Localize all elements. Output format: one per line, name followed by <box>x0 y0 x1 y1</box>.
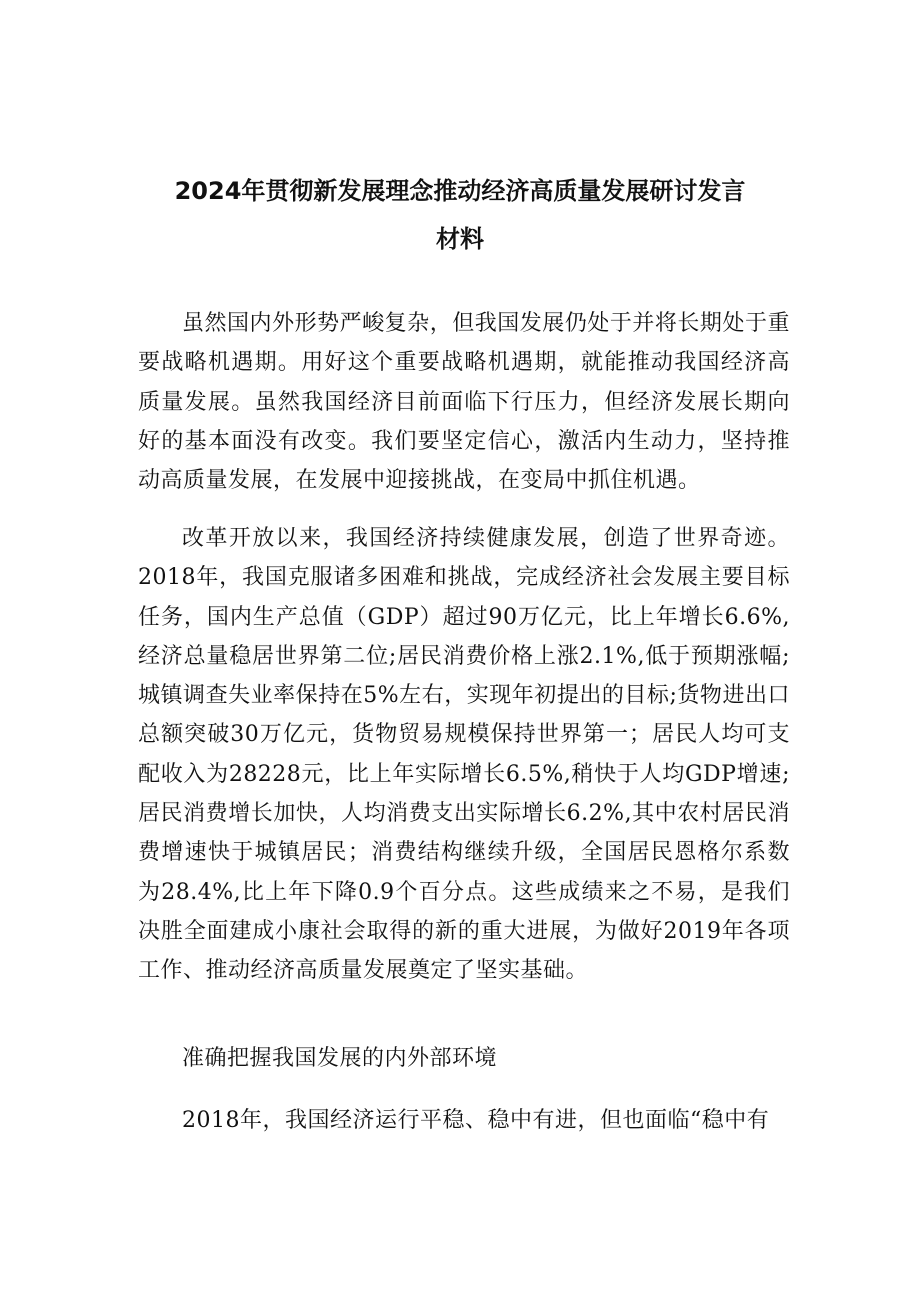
paragraph-2-block <box>138 519 790 991</box>
paragraph-1-block <box>138 304 790 500</box>
document-title-line2: 材料 <box>436 225 484 253</box>
paragraph-4: 2018年，我国经济运行平稳、稳中有进，但也面临“稳中有 <box>182 1108 770 1133</box>
paragraph-2: 改革开放以来，我国经济持续健康发展，创造了世界奇迹。2018年，我国克服诸多困难和挑战，完成经济社会发展主要目标任务，国内生产总值（GDP）超过90万亿元，比上年增长6.6%,经济总量稳居世界第二位;居民消费价格上涨2.1%,低于预期涨幅;城镇调查失业率保持在5%左右，实现年初提出的目标;货物进出口总额突破30万亿元，货物贸易规模保持世界第一；居民人均可支配收入为28228元，比上年实际增长6.5%,稍快于人均GDP增速;居民消费增长加快，人均消费支出实际增长6.2%,其中农村居民消费增速快于城镇居民；消费结构继续升级，全国居民恩格尔系数为28.4%,比上年下降0.9个百分点。这些成绩来之不易，是我们决胜全面建成小康社会取得的新的重大进展，为做好2019年各项工作、推动经济高质量发展奠定了坚实基础。 <box>138 526 790 984</box>
document-title-line1: 2024年贯彻新发展理念推动经济高质量发展研讨发言 <box>174 177 746 205</box>
paragraph-1: 虽然国内外形势严峻复杂，但我国发展仍处于并将长期处于重要战略机遇期。用好这个重要战略机遇期，就能推动我国经济高质量发展。虽然我国经济目前面临下行压力，但经济发展长期向好的基本面没有改变。我们要坚定信心，激活内生动力，坚持推动高质量发展，在发展中迎接挑战，在变局中抓住机遇。 <box>138 311 790 494</box>
section-heading-block <box>138 1039 790 1078</box>
section-heading: 准确把握我国发展的内外部环境 <box>182 1046 498 1071</box>
paragraph-4-block <box>138 1101 790 1140</box>
